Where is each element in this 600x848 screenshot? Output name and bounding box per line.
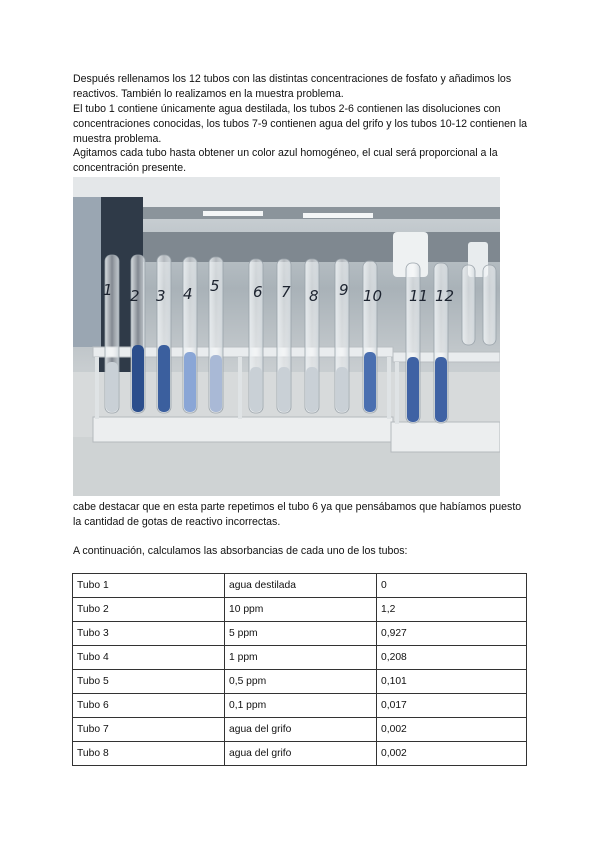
absorbance-cell: 0: [377, 574, 527, 598]
tube-cell: Tubo 8: [73, 742, 225, 766]
absorbance-cell: 0,101: [377, 670, 527, 694]
tube-label: 12: [435, 287, 455, 305]
tube-label: 5: [210, 277, 220, 295]
sample-cell: 10 ppm: [225, 598, 377, 622]
sample-cell: agua destilada: [225, 574, 377, 598]
tube-label: 3: [156, 287, 166, 305]
tube-cell: Tubo 1: [73, 574, 225, 598]
tube-label: 11: [409, 287, 429, 305]
table-row: [73, 622, 527, 646]
table-row: [73, 718, 527, 742]
absorbance-cell: 0,002: [377, 718, 527, 742]
tube-label: 10: [363, 287, 383, 305]
absorbance-cell: 1,2: [377, 598, 527, 622]
paragraph-agitation: Agitamos cada tubo hasta obtener un color azul homogéneo, el cual será proporcional a la concentración presente.: [73, 147, 498, 174]
absorbance-cell: 0,002: [377, 742, 527, 766]
tube-label: 9: [339, 281, 349, 299]
table-row: [73, 694, 527, 718]
tube-label: 4: [183, 285, 193, 303]
tube-label: 7: [281, 283, 291, 301]
tube-cell: Tubo 6: [73, 694, 225, 718]
sample-cell: 0,5 ppm: [225, 670, 377, 694]
tube-cell: Tubo 3: [73, 622, 225, 646]
tube-cell: Tubo 4: [73, 646, 225, 670]
paragraph-note: cabe destacar que en esta parte repetimos el tubo 6 ya que pensábamos que habíamos puesto la cantidad de gotas de reactivo incorrectas.: [73, 501, 522, 528]
table-row: [73, 646, 527, 670]
tube-label: 8: [309, 287, 319, 305]
table-row: [73, 574, 527, 598]
tube-cell: Tubo 5: [73, 670, 225, 694]
test-tubes-photo: [73, 177, 500, 496]
absorbance-cell: 0,208: [377, 646, 527, 670]
sample-cell: 0,1 ppm: [225, 694, 377, 718]
sample-cell: agua del grifo: [225, 742, 377, 766]
table-row: [73, 670, 527, 694]
tube-label: 2: [130, 287, 140, 305]
paragraph-table-intro: A continuación, calculamos las absorbancias de cada uno de los tubos:: [73, 545, 408, 557]
absorbance-cell: 0,017: [377, 694, 527, 718]
sample-cell: 5 ppm: [225, 622, 377, 646]
tube-label: 1: [103, 281, 113, 299]
tube-cell: Tubo 2: [73, 598, 225, 622]
sample-cell: agua del grifo: [225, 718, 377, 742]
absorbance-table: [72, 573, 527, 766]
table-row: [73, 742, 527, 766]
absorbance-cell: 0,927: [377, 622, 527, 646]
table-row: [73, 598, 527, 622]
paragraph-procedure: Después rellenamos los 12 tubos con las distintas concentraciones de fosfato y añadimos los reactivos. También lo realizamos en la muestra problema. El tubo 1 contiene únicamente agua destilada, los tubos 2-6 contienen las disoluciones con concentraciones conocidas, los tubos 7-9 contienen agua del grifo y los tubos 10-12 contienen la muestra problema.: [73, 73, 528, 145]
tube-label: 6: [253, 283, 263, 301]
tube-cell: Tubo 7: [73, 718, 225, 742]
sample-cell: 1 ppm: [225, 646, 377, 670]
